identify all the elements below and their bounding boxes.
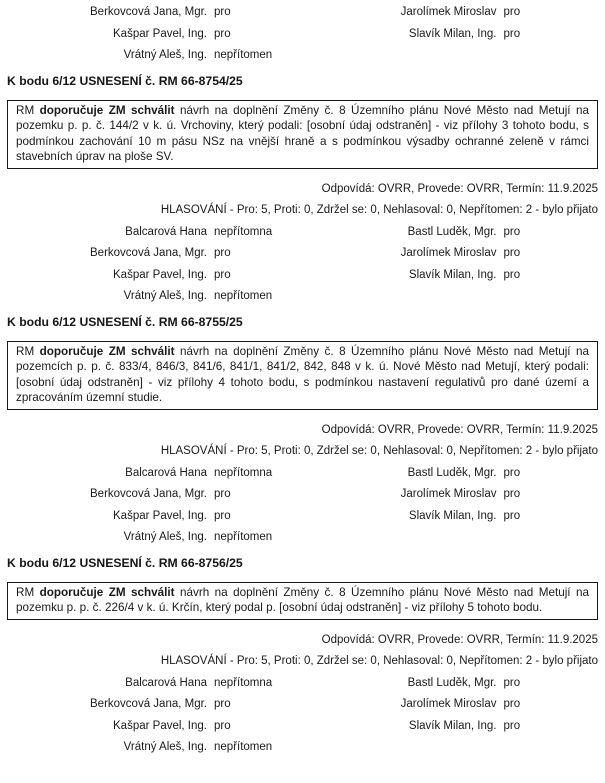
vote-value: pro [503, 488, 521, 500]
vote-row [7, 222, 303, 244]
resolution-box [7, 100, 598, 169]
vote-row [303, 265, 599, 287]
vote-row [303, 484, 599, 506]
voter-name: Berkovcová Jana, Mgr. [90, 488, 207, 500]
vote-value: pro [503, 698, 521, 710]
voter-name: Vrátný Aleš, Ing. [123, 531, 207, 543]
vote-row [7, 243, 303, 265]
resolution-text [16, 103, 589, 165]
vote-column-right [303, 463, 599, 549]
section-heading: K bodu 6/12 USNESENÍ č. RM 66-8754/25 [7, 73, 243, 88]
resolution-box [7, 582, 598, 620]
vote-row [7, 484, 303, 506]
vote-value: pro [214, 698, 231, 710]
vote-row [303, 463, 599, 485]
vote-row [7, 527, 303, 549]
vote-row [7, 24, 303, 46]
voter-name: Bastl Luděk, Mgr. [407, 225, 497, 238]
vote-value: pro [503, 466, 521, 479]
vote-row [303, 506, 599, 528]
vote-row [7, 737, 303, 759]
voting-summary: HLASOVÁNÍ - Pro: 5, Proti: 0, Zdržel se: 0, Nehlasoval: 0, Nepřítomen: 2 - bylo přijato [160, 444, 598, 457]
resolution-section-8756 [7, 556, 598, 759]
voter-name: Slavík Milan, Ing. [408, 509, 497, 522]
resolution-text [16, 344, 589, 406]
responsibility-line: Odpovídá: OVRR, Provede: OVRR, Termín: 11.9.2025 [321, 633, 598, 646]
voting-summary: HLASOVÁNÍ - Pro: 5, Proti: 0, Zdržel se: 0, Nehlasoval: 0, Nepřítomen: 2 - bylo přijato [160, 203, 598, 216]
vote-value: nepřítomna [214, 676, 273, 689]
vote-row [7, 463, 303, 485]
vote-value: pro [503, 719, 521, 732]
vote-columns [7, 463, 598, 549]
vote-value: pro [503, 225, 521, 238]
vote-value: nepřítomna [214, 466, 273, 479]
vote-columns [7, 222, 598, 308]
voter-name: Kašpar Pavel, Ing. [113, 27, 207, 40]
section-heading: K bodu 6/12 USNESENÍ č. RM 66-8756/25 [7, 555, 243, 570]
vote-row [303, 2, 599, 24]
voter-name: Jarolímek Miroslav [400, 6, 497, 18]
voter-name: Kašpar Pavel, Ing. [113, 268, 207, 281]
resolution-section-8755 [7, 315, 598, 549]
resolution-text [16, 585, 589, 616]
voter-name: Jarolímek Miroslav [400, 247, 497, 259]
voter-name: Berkovcová Jana, Mgr. [90, 6, 207, 18]
vote-column-right [303, 222, 599, 308]
voter-name: Vrátný Aleš, Ing. [123, 290, 207, 302]
voter-name: Jarolímek Miroslav [400, 698, 497, 710]
voter-name: Balcarová Hana [125, 466, 207, 479]
vote-value: pro [503, 27, 521, 40]
vote-value: pro [503, 509, 521, 522]
resolution-section-8754 [7, 74, 598, 308]
vote-row [303, 24, 599, 46]
voting-summary: HLASOVÁNÍ - Pro: 5, Proti: 0, Zdržel se: 0, Nehlasoval: 0, Nepřítomen: 2 - bylo přijato [160, 654, 598, 667]
vote-column-left [7, 222, 303, 308]
vote-value: pro [214, 488, 231, 500]
voter-name: Slavík Milan, Ing. [408, 268, 497, 281]
voter-name: Vrátný Aleš, Ing. [123, 49, 207, 61]
voter-name: Berkovcová Jana, Mgr. [90, 698, 207, 710]
vote-value: nepřítomen [214, 290, 273, 302]
voter-name: Kašpar Pavel, Ing. [113, 509, 207, 522]
resolution-prefix: RM [16, 344, 40, 358]
voter-name: Vrátný Aleš, Ing. [123, 741, 207, 753]
responsibility-line: Odpovídá: OVRR, Provede: OVRR, Termín: 11.9.2025 [321, 182, 598, 195]
vote-value: pro [503, 247, 521, 259]
resolution-action: doporučuje ZM schválit [39, 344, 175, 358]
section-heading: K bodu 6/12 USNESENÍ č. RM 66-8755/25 [7, 314, 243, 329]
vote-value: nepřítomna [214, 225, 273, 238]
vote-value: pro [214, 268, 231, 281]
vote-value: pro [503, 268, 521, 281]
vote-value: pro [503, 6, 521, 18]
vote-row [7, 265, 303, 287]
intro-vote-column-right [303, 2, 599, 67]
resolution-box [7, 341, 598, 410]
vote-row [303, 222, 599, 244]
vote-row [303, 243, 599, 265]
vote-value: pro [214, 27, 231, 40]
vote-row [303, 694, 599, 716]
vote-value: nepřítomen [214, 531, 273, 543]
resolution-body: návrh na doplnění Změny č. 8 Územního plánu Nové Město nad Metují na pozemku p. p. č. 144/2 v k. ú. Vrchoviny, který podali: [osobní údaj odstraněn] - viz přílohy 3 tohoto bodu, s podmínkou zachování 10 m pásu NSz na vnější hraně a s podmínkou výsadby ochranné zeleně v rámci stavebních úprav na ploše SV. [16, 103, 589, 163]
voter-name: Slavík Milan, Ing. [408, 719, 497, 732]
voter-name: Slavík Milan, Ing. [408, 27, 497, 40]
vote-value: pro [214, 6, 231, 18]
voter-name: Jarolímek Miroslav [400, 488, 497, 500]
vote-columns [7, 673, 598, 759]
vote-row [7, 506, 303, 528]
resolution-body: návrh na doplnění Změny č. 8 Územního plánu Nové Město nad Metují na pozemku p. p. č. 226/4 v k. ú. Krčín, který podal p. [osobní údaj odstraněn] - viz přílohy 5 tohoto bodu. [16, 585, 589, 614]
intro-vote-columns [7, 2, 598, 67]
vote-value: pro [214, 247, 231, 259]
vote-row [303, 716, 599, 738]
resolution-prefix: RM [16, 103, 40, 117]
resolution-body: návrh na doplnění Změny č. 8 Územního plánu Nové Město nad Metují na pozemcích p. p. č. 833/4, 846/3, 841/6, 841/1, 841/2, 842, 848 v k. ú. Nové Město nad Metují, který podali: [osobní údaj odstraněn] - viz přílohy 4 tohoto bodu, s podmínkou nastavení regulativů pro dané území a zpracováním územní studie. [16, 344, 589, 404]
vote-column-left [7, 463, 303, 549]
voter-name: Bastl Luděk, Mgr. [407, 466, 497, 479]
voter-name: Balcarová Hana [125, 676, 207, 689]
vote-column-left [7, 673, 303, 759]
vote-row [7, 673, 303, 695]
resolution-action: doporučuje ZM schválit [39, 585, 175, 599]
vote-row [303, 673, 599, 695]
vote-value: nepřítomen [214, 49, 273, 61]
vote-value: pro [503, 676, 521, 689]
vote-value: pro [214, 509, 231, 522]
vote-row [7, 286, 303, 308]
voter-name: Kašpar Pavel, Ing. [113, 719, 207, 732]
voter-name: Balcarová Hana [125, 225, 207, 238]
voter-name: Berkovcová Jana, Mgr. [90, 247, 207, 259]
voter-name: Bastl Luděk, Mgr. [407, 676, 497, 689]
vote-value: nepřítomen [214, 741, 273, 753]
vote-column-right [303, 673, 599, 759]
resolution-prefix: RM [16, 585, 40, 599]
responsibility-line: Odpovídá: OVRR, Provede: OVRR, Termín: 11.9.2025 [321, 423, 598, 436]
intro-vote-column-left [7, 2, 303, 67]
vote-row [7, 694, 303, 716]
resolution-action: doporučuje ZM schválit [39, 103, 175, 117]
vote-value: pro [214, 719, 231, 732]
vote-row [7, 2, 303, 24]
vote-row [7, 716, 303, 738]
vote-row [7, 45, 303, 67]
